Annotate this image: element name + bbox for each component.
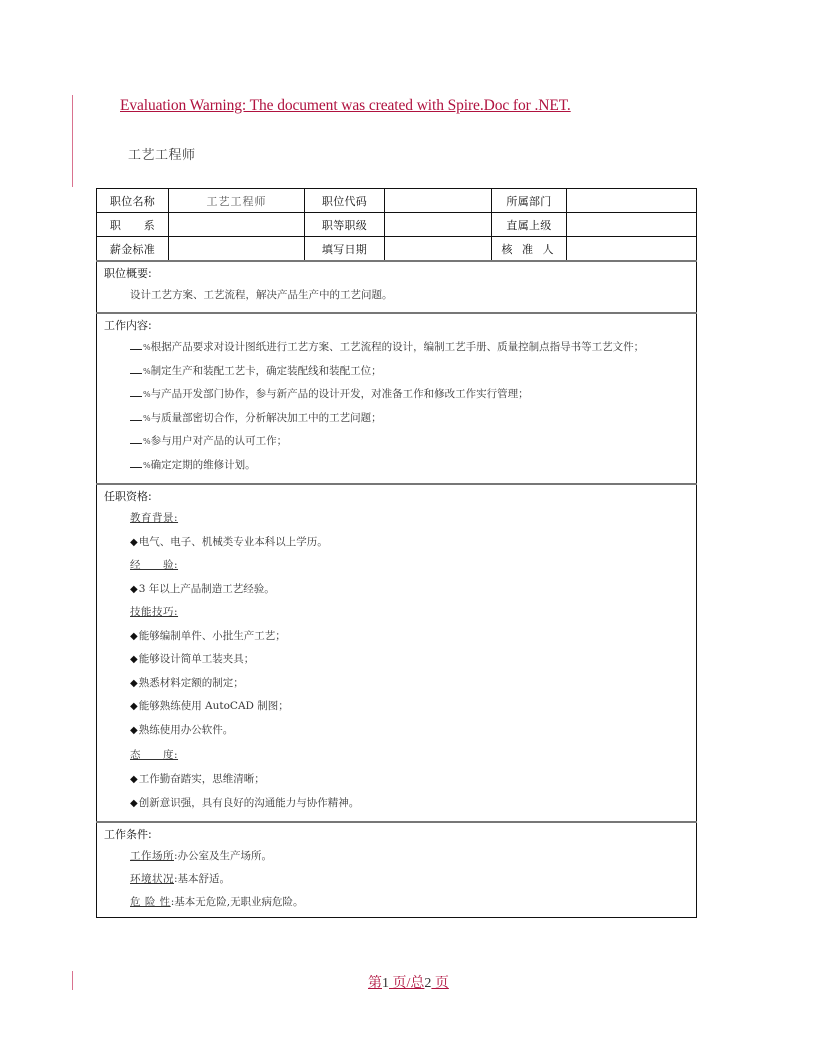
blank-marker <box>130 341 142 350</box>
qualification-item: ◆3 年以上产品制造工艺经验。 <box>130 582 275 595</box>
value-approver <box>567 237 697 262</box>
label-job-grade: 职等职级 <box>305 213 385 237</box>
page-number-footer: 第1 页/总2 页 <box>368 976 449 991</box>
blank-marker <box>130 435 142 444</box>
duties-title: 工作内容: <box>104 319 152 332</box>
diamond-bullet-icon: ◆ <box>130 536 138 548</box>
condition-item: 环境状况:基本舒适。 <box>130 873 231 885</box>
conditions-title: 工作条件: <box>104 828 152 841</box>
summary-title: 职位概要: <box>104 267 152 280</box>
info-row <box>97 213 697 237</box>
summary-row <box>97 261 697 313</box>
value-fill-date <box>385 237 492 262</box>
duty-item: %与产品开发部门协作，参与新产品的设计开发，对准备工作和修改工作实行管理； <box>104 383 690 407</box>
qualification-item: ◆能够编制单件、小批生产工艺； <box>130 629 286 642</box>
duty-item: %与质量部密切合作，分析解决加工中的工艺问题； <box>104 407 690 431</box>
value-position-code <box>385 189 492 213</box>
label-job-family: 职 系 <box>97 213 169 237</box>
value-department <box>567 189 697 213</box>
attitude-heading: 态 度: <box>130 749 179 761</box>
conditions-section <box>97 822 697 918</box>
blank-marker <box>130 388 142 397</box>
duties-row <box>97 313 697 484</box>
qualification-item: ◆熟练使用办公软件。 <box>130 723 234 736</box>
label-position-name: 职位名称 <box>97 189 169 213</box>
diamond-bullet-icon: ◆ <box>130 774 138 785</box>
education-heading: 教育背景: <box>130 512 179 524</box>
qualification-item: ◆工作勤奋踏实，思维清晰； <box>130 773 265 785</box>
qualification-item: ◆能够设计简单工装夹具； <box>130 653 255 665</box>
duty-item: %参与用户对产品的认可工作； <box>104 430 690 454</box>
qualifications-title: 任职资格: <box>104 490 152 503</box>
label-fill-date: 填写日期 <box>305 237 385 262</box>
margin-revision-bar <box>72 95 73 187</box>
duties-section <box>97 313 697 484</box>
label-salary-standard: 薪金标准 <box>97 237 169 262</box>
label-direct-supervisor: 直属上级 <box>492 213 567 237</box>
diamond-bullet-icon: ◆ <box>130 583 138 595</box>
experience-heading: 经 验: <box>130 559 179 571</box>
summary-text: 设计工艺方案、工艺流程，解决产品生产中的工艺问题。 <box>130 289 393 301</box>
blank-marker <box>130 365 142 374</box>
qualification-item: ◆能够熟练使用 AutoCAD 制图； <box>130 700 289 712</box>
label-approver: 核 准 人 <box>492 237 567 262</box>
summary-section <box>97 261 697 313</box>
value-salary-standard <box>169 237 305 262</box>
value-job-grade <box>385 213 492 237</box>
qualification-item: ◆创新意识强，具有良好的沟通能力与协作精神。 <box>130 796 360 809</box>
duty-item: %根据产品要求对设计图纸进行工艺方案、工艺流程的设计，编制工艺手册、质量控制点指导书等工艺文件； <box>104 336 690 360</box>
label-position-code: 职位代码 <box>305 189 385 213</box>
condition-item: 危 险 性:基本无危险,无职业病危险。 <box>130 896 304 908</box>
diamond-bullet-icon: ◆ <box>130 797 138 809</box>
qualification-item: ◆熟悉材料定额的制定； <box>130 676 244 689</box>
value-job-family <box>169 213 305 237</box>
info-row <box>97 189 697 213</box>
diamond-bullet-icon: ◆ <box>130 654 138 665</box>
current-page-number: 1 <box>382 976 389 991</box>
total-page-number: 2 <box>424 976 432 991</box>
condition-item: 工作场所:办公室及生产场所。 <box>130 850 273 862</box>
diamond-bullet-icon: ◆ <box>130 630 138 642</box>
skills-heading: 技能技巧: <box>130 606 179 618</box>
evaluation-warning: Evaluation Warning: The document was created with Spire.Doc for .NET. <box>120 97 571 114</box>
diamond-bullet-icon: ◆ <box>130 677 138 689</box>
value-direct-supervisor <box>567 213 697 237</box>
qualification-item: ◆电气、电子、机械类专业本科以上学历。 <box>130 535 328 548</box>
label-department: 所属部门 <box>492 189 567 213</box>
blank-marker <box>130 412 142 421</box>
info-row <box>97 237 697 262</box>
blank-marker <box>130 459 142 468</box>
job-description-table <box>96 188 697 918</box>
conditions-row <box>97 822 697 918</box>
qualifications-row <box>97 484 697 822</box>
duty-item: %确定定期的维修计划。 <box>104 454 690 478</box>
diamond-bullet-icon: ◆ <box>130 701 138 712</box>
footer-revision-bar <box>72 971 73 990</box>
duty-item: %制定生产和装配工艺卡，确定装配线和装配工位； <box>104 360 690 384</box>
document-heading: 工艺工程师 <box>128 148 196 163</box>
qualifications-section <box>97 484 697 822</box>
value-position-name: 工艺工程师 <box>169 189 305 213</box>
diamond-bullet-icon: ◆ <box>130 724 138 736</box>
